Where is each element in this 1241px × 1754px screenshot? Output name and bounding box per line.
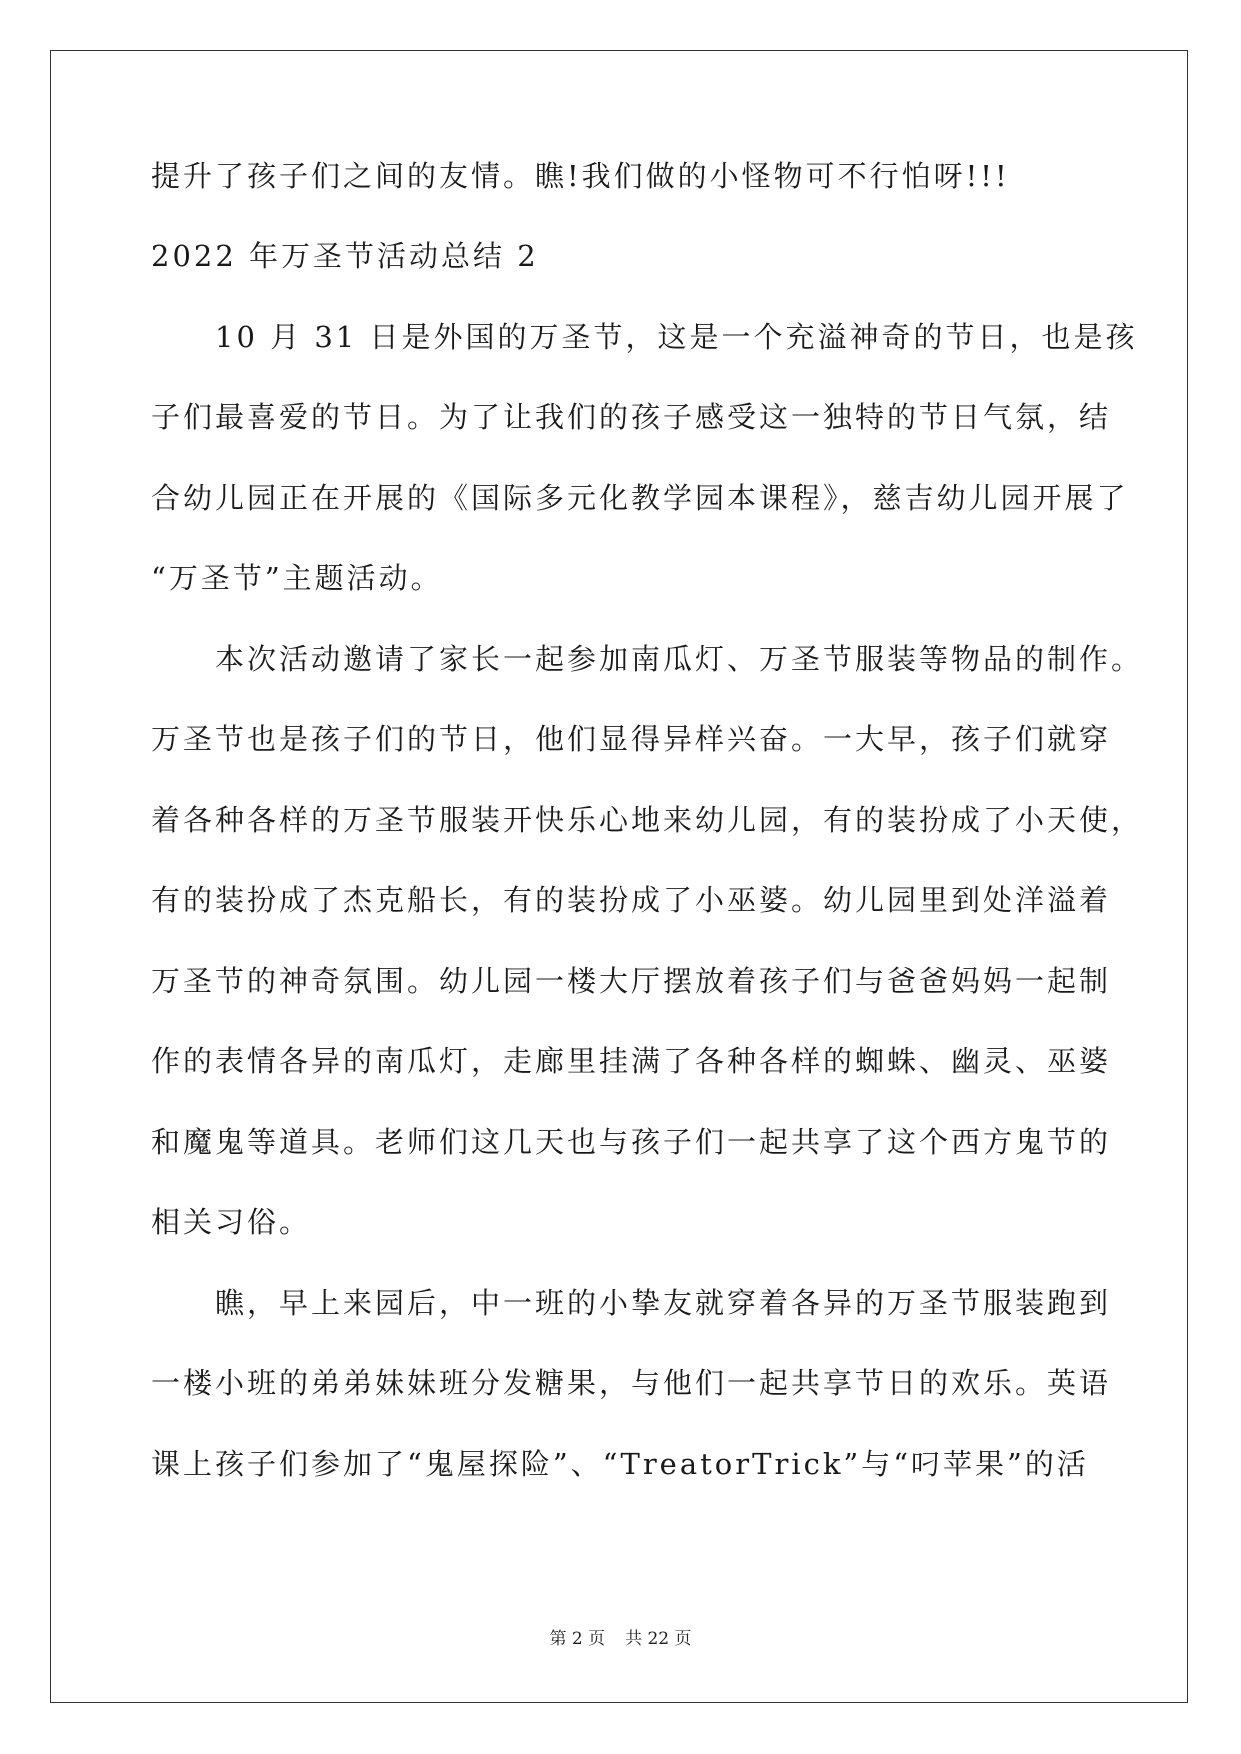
text-line: 子们最喜爱的节日。为了让我们的孩子感受这一独特的节日气氛，结 <box>151 400 1112 434</box>
text-line: 万圣节的神奇氛围。幼儿园一楼大厅摆放着孩子们与爸爸妈妈一起制 <box>151 964 1112 998</box>
text-line: 本次活动邀请了家长一起参加南瓜灯、万圣节服装等物品的制作。 <box>151 642 1144 676</box>
page-footer <box>0 1624 1241 1649</box>
text-line: 课上孩子们参加了“鬼屋探险”、“TreatorTrick”与“叼苹果”的活 <box>151 1447 1089 1481</box>
text-line: 有的装扮成了杰克船长，有的装扮成了小巫婆。幼儿园里到处洋溢着 <box>151 883 1112 917</box>
text-line: 和魔鬼等道具。老师们这几天也与孩子们一起共享了这个西方鬼节的 <box>151 1125 1112 1159</box>
text-line: 一楼小班的弟弟妹妹班分发糖果，与他们一起共享节日的欢乐。英语 <box>151 1366 1112 1400</box>
text-line: 相关习俗。 <box>151 1205 312 1239</box>
page-total: 共 22 页 <box>625 1629 692 1649</box>
text-line: 作的表情各异的南瓜灯，走廊里挂满了各种各样的蜘蛛、幽灵、巫婆 <box>151 1044 1112 1078</box>
text-line: 提升了孩子们之间的友情。瞧!我们做的小怪物可不行怕呀!!! <box>151 159 1010 193</box>
text-line: 合幼儿园正在开展的《国际多元化教学园本课程》，慈吉幼儿园开展了 <box>151 481 1129 515</box>
page-number: 第 2 页 <box>549 1629 606 1649</box>
text-line: 着各种各样的万圣节服装开快乐心地来幼儿园，有的装扮成了小天使， <box>151 803 1144 837</box>
text-line: 10 月 31 日是外国的万圣节，这是一个充溢神奇的节日，也是孩 <box>151 320 1138 354</box>
text-line: “万圣节”主题活动。 <box>151 561 443 595</box>
section-heading: 2022 年万圣节活动总结 2 <box>151 239 539 273</box>
text-line: 万圣节也是孩子们的节日，他们显得异样兴奋。一大早，孩子们就穿 <box>151 722 1112 756</box>
text-line: 瞧，早上来园后，中一班的小挚友就穿着各异的万圣节服装跑到 <box>151 1286 1112 1320</box>
